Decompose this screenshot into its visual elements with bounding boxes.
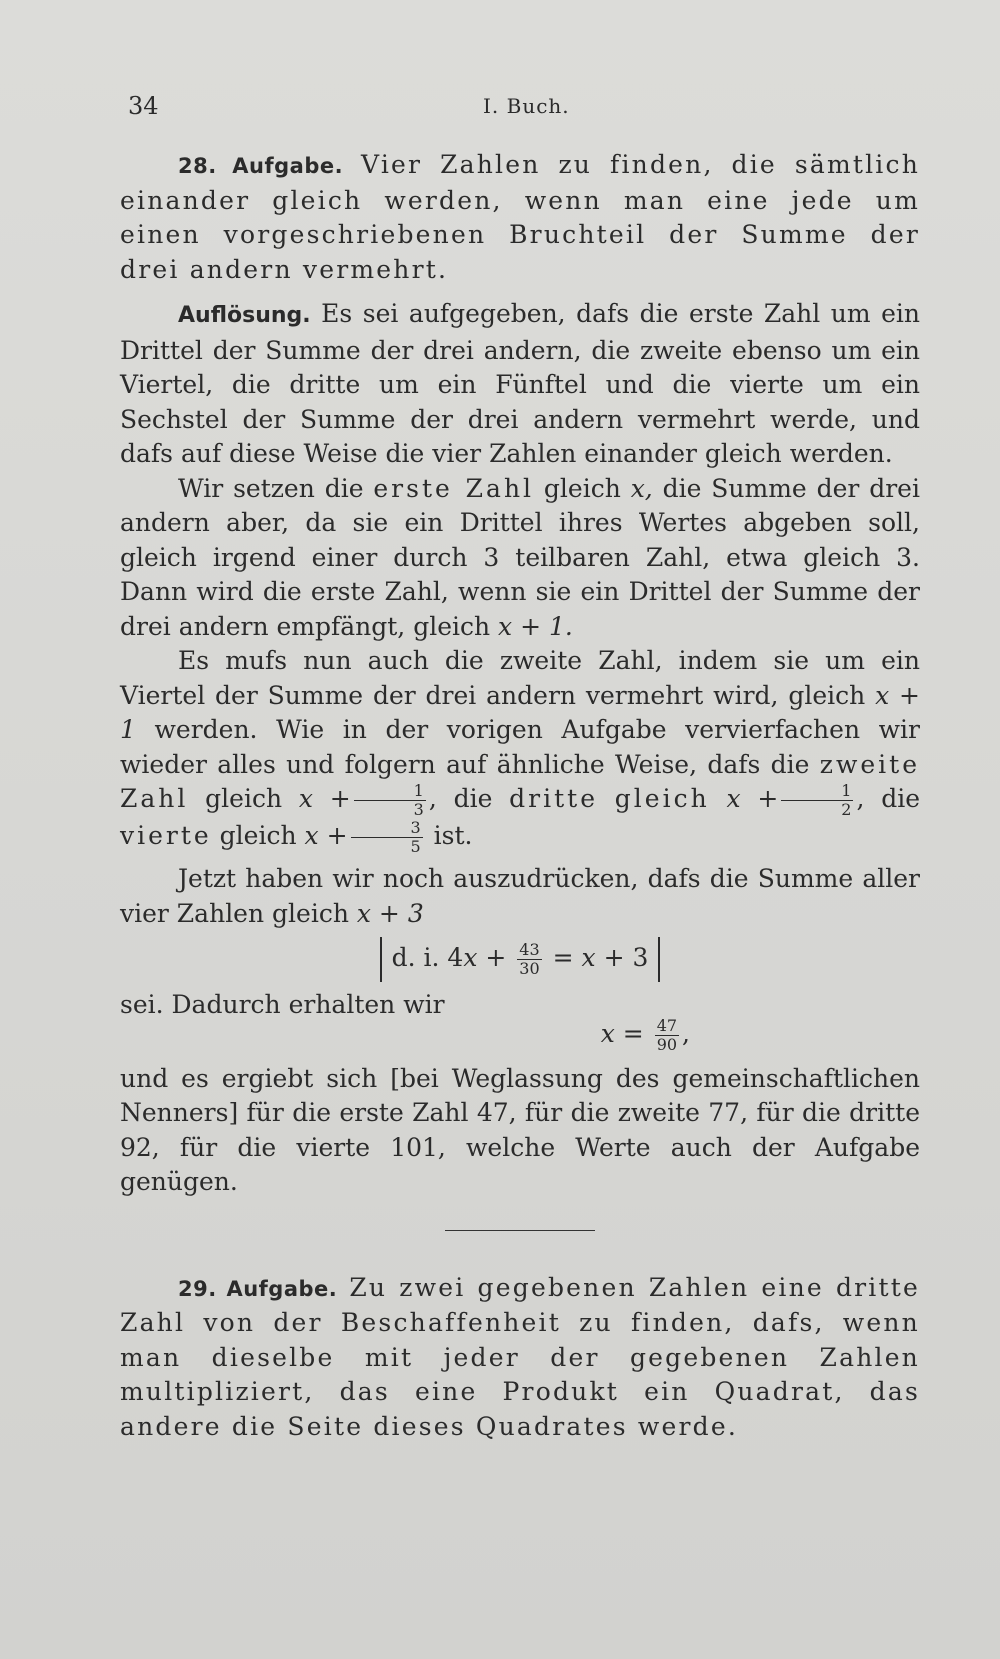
page-number: 34 [128, 92, 159, 120]
p3-text-b: werden. Wie in der vorigen Aufgabe vervierfachen wir wieder alles und folgern auf ähnliche Weise, dafs die [120, 715, 920, 779]
equation-sum [120, 937, 920, 982]
p3-expr-2: x + [726, 784, 779, 813]
fraction-numerator: 3 [351, 819, 423, 838]
p3-text-e: ist. [433, 821, 473, 850]
p2-spaced-term: erste Zahl [373, 473, 535, 503]
eq1-x: x [463, 943, 478, 972]
eq1-x-right: x [581, 943, 596, 972]
p4-text: Jetzt haben wir noch auszudrücken, dafs die Summe aller vier Zahlen gleich [120, 864, 920, 928]
p3-gleich-3: gleich [219, 821, 297, 850]
problem-29-number: 29. Aufgabe. [178, 1276, 338, 1301]
page-body [120, 148, 920, 1444]
p2-text-b: gleich [543, 473, 621, 503]
fraction-numerator: 43 [519, 940, 540, 959]
p6-text: und es ergiebt sich [bei Weglassung des gemeinschaftlichen Nenners] für die erste Zahl 47, für die zweite 77, für die dritte 92, für die vierte 101, welche Werte auch der Aufgabe genügen. [120, 1063, 920, 1196]
section-divider [445, 1230, 595, 1231]
p3-text-a: Es mufs nun auch die zweite Zahl, indem sie um ein Viertel der Summe der drei andern vermehrt wird, gleich [120, 646, 920, 710]
fraction-denominator: 30 [519, 959, 540, 978]
fraction-denominator: 5 [410, 837, 421, 856]
p2-variable-x: x, [630, 473, 653, 503]
solution-p1-text: Es sei aufgegeben, dafs die erste Zahl um ein Drittel der Summe der drei andern, die zweite ebenso um ein Viertel, die dritte um ein Fünftel und die vierte um ein Sechstel der Summe der drei andern vermehrt werde, und dafs auf diese Weise die vier Zahlen einander gleich werden. [120, 299, 921, 468]
fraction-three-fifths [351, 819, 423, 856]
fraction-43-30 [517, 941, 541, 978]
eq1-plus-3: + 3 [603, 943, 649, 972]
eq1-plus: + [485, 943, 507, 972]
p3-gleich-1: gleich [205, 784, 283, 813]
solution-heading: Auflösung. [178, 303, 311, 328]
fraction-denominator: 90 [656, 1034, 678, 1054]
p5-text: sei. Dadurch erhalten wir [120, 990, 445, 1019]
problem-29-text: Zu zwei gegebenen Zahlen eine dritte Zahl von der Beschaffenheit zu finden, dafs, wenn man dieselbe mit jeder der gegebenen Zahlen multipliziert, das eine Produkt ein Quadrat, das andere die Seite dieses Quadrates werde. [120, 1272, 920, 1441]
solution-paragraph-3 [120, 644, 920, 856]
fraction-numerator: 1 [354, 782, 426, 801]
page-header [128, 92, 920, 128]
solution-paragraph-2 [120, 472, 920, 645]
p2-text-a: Wir setzen die [178, 473, 364, 503]
p3-text-d: , die [856, 784, 920, 813]
p3-zweite-zahl: zweite Zahl [120, 749, 920, 813]
fraction-one-half [781, 782, 853, 819]
eq1-text: d. i. 4 [391, 943, 464, 972]
eq2-comma: , [682, 1018, 690, 1048]
p2-expression: x + 1. [498, 611, 573, 641]
running-head: I. Buch. [483, 94, 570, 118]
fraction-47-90 [655, 1017, 679, 1054]
eq1-equals: = [552, 943, 574, 972]
p3-expr-3: x + [304, 821, 348, 850]
p3-dritte: dritte [509, 784, 598, 813]
solution-paragraph-4 [120, 862, 920, 931]
problem-29 [120, 1271, 920, 1445]
eq2-equals: = [622, 1018, 644, 1048]
p3-gleich-2: gleich [614, 784, 710, 813]
eq2-x: x [600, 1018, 615, 1048]
p4-expression: x + 3 [356, 898, 424, 928]
fraction-one-third [354, 782, 426, 819]
solution-paragraph-6 [120, 1062, 920, 1200]
p3-expr-1: x + [298, 784, 351, 813]
problem-28 [120, 148, 920, 287]
problem-28-number: 28. Aufgabe. [178, 154, 344, 178]
problem-28-text: Vier Zahlen zu finden, die sämtlich einander gleich werden, wenn man eine jede um einen vorgeschriebenen Bruchteil der Summe der drei andern vermehrt. [120, 150, 921, 284]
fraction-numerator: 47 [656, 1015, 678, 1035]
p3-text-c: , die [428, 784, 493, 813]
fraction-denominator: 3 [413, 800, 424, 819]
bracketed-equation [380, 937, 661, 982]
p2-text-c: die Summe der drei andern aber, da sie ein Drittel ihres Wertes abgeben soll, gleich irgend einer durch 3 teilbaren Zahl, etwa gleich 3. Dann wird die erste Zahl, wenn sie ein Drittel der Summe der drei andern empfängt, gleich [120, 473, 920, 641]
solution-paragraph-1 [120, 297, 920, 472]
fraction-numerator: 1 [781, 782, 853, 801]
fraction-denominator: 2 [841, 800, 852, 819]
p3-expression: x + 1 [120, 680, 920, 744]
p3-vierte: vierte [120, 821, 212, 850]
